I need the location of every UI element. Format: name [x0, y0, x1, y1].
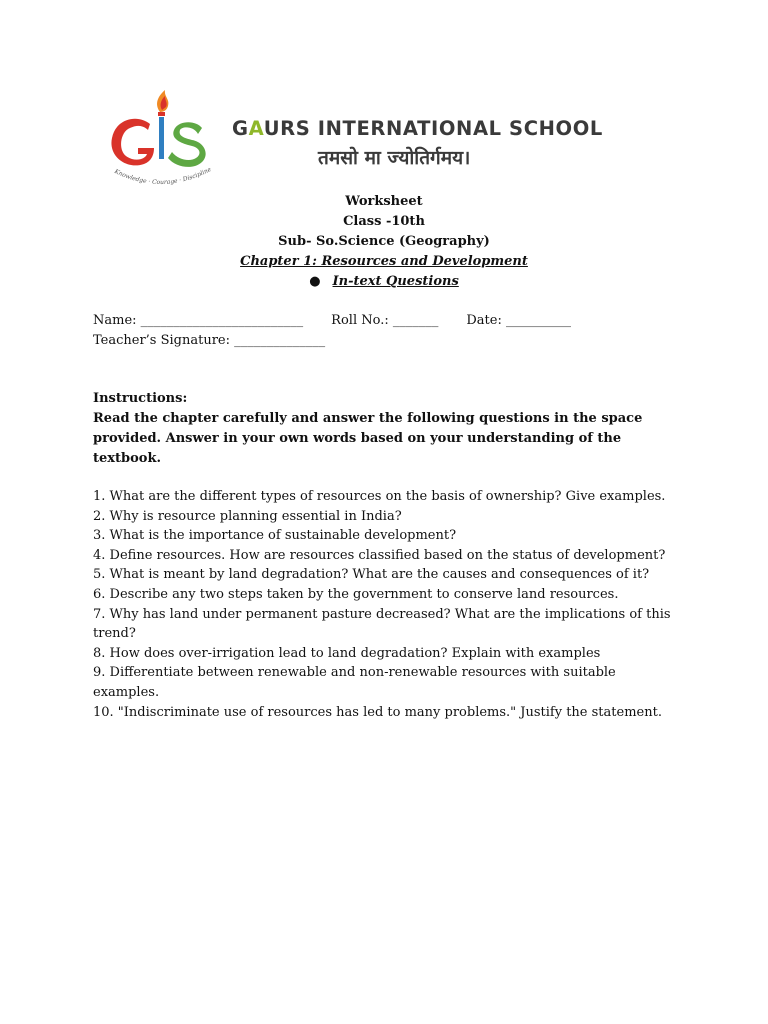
teacher-signature-field: Teacher’s Signature: ______________ [93, 333, 326, 348]
question-text: 10. "Indiscriminate use of resources has led to many problems." Justify the statement. [93, 704, 662, 720]
logo-tagline: Knowledge · Courage · Discipline [113, 166, 213, 187]
worksheet-heading: Worksheet [345, 194, 423, 209]
subject-label: Sub- So.Science (Geography) [278, 234, 490, 249]
question-text: 3. What is the importance of sustainable development? [93, 528, 457, 544]
svg-text:Knowledge · Courage · Discipli [112, 166, 212, 186]
section-heading [0, 272, 768, 292]
name-field: Name: _________________________ [93, 313, 304, 328]
instructions-line: Read the chapter carefully and answer the following questions in the space [93, 411, 643, 426]
question-text-continued: examples. [93, 684, 160, 700]
question-item [93, 565, 683, 585]
question-text: 8. How does over-irrigation lead to land degradation? Explain with examples [93, 645, 601, 661]
chapter-title: Chapter 1: Resources and Development [240, 254, 528, 269]
school-name-part2: URS INTERNATIONAL SCHOOL [263, 117, 603, 140]
question-item [93, 703, 683, 723]
student-info-row [93, 311, 571, 331]
roll-number-field: Roll No.: _______ [331, 313, 439, 328]
question-item [93, 644, 683, 664]
school-name-part1: G [232, 117, 249, 140]
question-text: 4. Define resources. How are resources classified based on the status of development? [93, 547, 666, 563]
instructions-line: textbook. [93, 451, 161, 466]
question-item [93, 585, 683, 605]
bullet-icon: ● [309, 274, 321, 289]
section-label: In-text Questions [332, 274, 459, 289]
class-label: Class -10th [343, 214, 425, 229]
question-text: 9. Differentiate between renewable and non-renewable resources with suitable [93, 665, 616, 681]
school-motto: तमसो मा ज्योतिर्गमय। [318, 147, 471, 169]
date-field: Date: __________ [466, 313, 571, 328]
question-text-continued: trend? [93, 626, 136, 642]
question-item [93, 663, 683, 702]
question-item [93, 546, 683, 566]
question-item [93, 605, 683, 644]
school-name [232, 117, 603, 140]
question-item [93, 526, 683, 546]
student-info [93, 311, 571, 351]
question-item [93, 507, 683, 527]
school-name-accent: A [248, 117, 264, 140]
question-text: 7. Why has land under permanent pasture decreased? What are the implications of this [93, 606, 671, 622]
question-item [93, 487, 683, 507]
instructions-line: provided. Answer in your own words based on your understanding of the [93, 431, 622, 446]
question-text: 6. Describe any two steps taken by the government to conserve land resources. [93, 586, 619, 602]
instructions-heading: Instructions: [93, 391, 188, 406]
question-text: 5. What is meant by land degradation? What are the causes and consequences of it? [93, 567, 650, 583]
instructions [93, 389, 683, 469]
worksheet-title-block [0, 192, 768, 292]
school-logo [98, 88, 223, 193]
question-list [93, 487, 683, 722]
question-text: 1. What are the different types of resources on the basis of ownership? Give examples. [93, 489, 666, 504]
question-text: 2. Why is resource planning essential in India? [93, 508, 402, 524]
